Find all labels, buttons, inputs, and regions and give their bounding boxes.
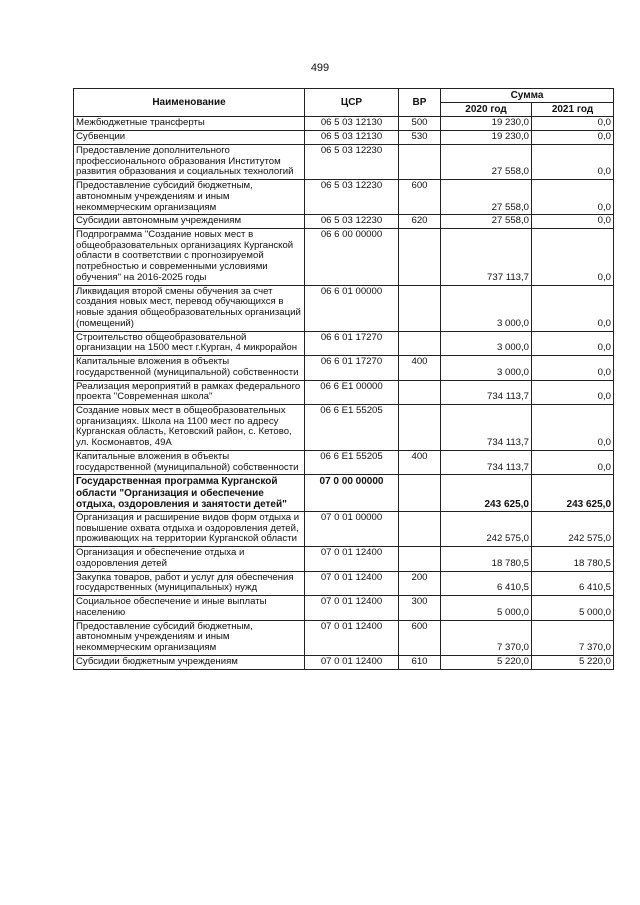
row-csr: 06 5 03 12230 (305, 144, 399, 179)
row-name: Капитальные вложения в объекты государственной (муниципальной) собственности (74, 356, 305, 380)
row-amount-2020: 19 230,0 (441, 117, 532, 131)
row-csr: 06 6 01 17270 (305, 331, 399, 355)
row-vr: 610 (399, 655, 441, 669)
table-row (74, 180, 614, 215)
row-csr: 07 0 01 00000 (305, 511, 399, 546)
row-name: Создание новых мест в общеобразовательных организациях. Школа на 1100 мест по адресу Курганская область, Кетовский район, с. Кетово, ул. Космонавтов, 49А (74, 405, 305, 451)
row-amount-2021: 0,0 (532, 180, 614, 215)
row-amount-2021: 242 575,0 (532, 511, 614, 546)
row-csr: 06 6 E1 00000 (305, 380, 399, 404)
row-csr: 06 6 01 17270 (305, 356, 399, 380)
row-vr: 530 (399, 131, 441, 145)
table-row (74, 228, 614, 285)
table-row (74, 117, 614, 131)
row-csr: 06 5 03 12230 (305, 215, 399, 229)
row-amount-2021: 0,0 (532, 228, 614, 285)
row-amount-2021: 0,0 (532, 117, 614, 131)
row-name: Межбюджетные трансферты (74, 117, 305, 131)
row-amount-2021: 243 625,0 (532, 475, 614, 512)
row-amount-2020: 3 000,0 (441, 331, 532, 355)
row-name: Организация и обеспечение отдыха и оздоровления детей (74, 547, 305, 571)
row-amount-2020: 734 113,7 (441, 450, 532, 474)
row-amount-2020: 3 000,0 (441, 285, 532, 331)
row-amount-2020: 18 780,5 (441, 547, 532, 571)
header-name: Наименование (74, 89, 305, 117)
row-name: Ликвидация второй смены обучения за счет создания новых мест, перевод обучающихся в новые здания общеобразовательных организаций (помещений) (74, 285, 305, 331)
row-csr: 06 6 01 00000 (305, 285, 399, 331)
row-vr: 620 (399, 215, 441, 229)
row-name: Организация и расширение видов форм отдыха и повышение охвата отдыха и оздоровления детей, проживающих на территории Курганской области (74, 511, 305, 546)
row-vr (399, 285, 441, 331)
row-amount-2020: 5 220,0 (441, 655, 532, 669)
row-amount-2020: 242 575,0 (441, 511, 532, 546)
row-amount-2020: 734 113,7 (441, 405, 532, 451)
row-vr (399, 380, 441, 404)
table-row (74, 215, 614, 229)
row-name: Предоставление дополнительного профессионального образования Институтом развития образования и социальных технологий (74, 144, 305, 179)
row-csr: 07 0 00 00000 (305, 475, 399, 512)
row-name: Строительство общеобразовательной организации на 1500 мест г.Курган, 4 микрорайон (74, 331, 305, 355)
row-name: Капитальные вложения в объекты государственной (муниципальной) собственности (74, 450, 305, 474)
row-vr: 300 (399, 596, 441, 620)
row-amount-2020: 27 558,0 (441, 144, 532, 179)
table-row (74, 405, 614, 451)
row-csr: 06 5 03 12130 (305, 131, 399, 145)
row-amount-2021: 0,0 (532, 380, 614, 404)
table-row (74, 450, 614, 474)
row-amount-2020: 19 230,0 (441, 131, 532, 145)
table-row (74, 144, 614, 179)
row-csr: 07 0 01 12400 (305, 655, 399, 669)
row-amount-2021: 0,0 (532, 356, 614, 380)
row-amount-2020: 734 113,7 (441, 380, 532, 404)
row-csr: 06 5 03 12230 (305, 180, 399, 215)
row-amount-2020: 737 113,7 (441, 228, 532, 285)
row-vr (399, 475, 441, 512)
row-name: Предоставление субсидий бюджетным, автономным учреждениям и иным некоммерческим организациям (74, 180, 305, 215)
row-vr (399, 405, 441, 451)
row-name: Подпрограмма "Создание новых мест в общеобразовательных организациях Курганской области в соответствии с прогнозируемой потребностью и современными условиями обучения" на 2016-2025 годы (74, 228, 305, 285)
row-amount-2020: 7 370,0 (441, 620, 532, 655)
row-amount-2020: 5 000,0 (441, 596, 532, 620)
row-amount-2021: 0,0 (532, 450, 614, 474)
row-vr (399, 228, 441, 285)
header-csr: ЦСР (305, 89, 399, 117)
row-amount-2021: 0,0 (532, 131, 614, 145)
table-row (74, 356, 614, 380)
table-row (74, 285, 614, 331)
table-row (74, 131, 614, 145)
table-row (74, 547, 614, 571)
row-amount-2021: 0,0 (532, 285, 614, 331)
row-amount-2020: 243 625,0 (441, 475, 532, 512)
table-row (74, 331, 614, 355)
table-row (74, 380, 614, 404)
row-amount-2021: 0,0 (532, 215, 614, 229)
row-name: Субсидии бюджетным учреждениям (74, 655, 305, 669)
table-row (74, 596, 614, 620)
row-amount-2021: 0,0 (532, 331, 614, 355)
row-csr: 07 0 01 12400 (305, 596, 399, 620)
row-amount-2020: 27 558,0 (441, 215, 532, 229)
row-amount-2021: 6 410,5 (532, 571, 614, 595)
row-name: Закупка товаров, работ и услуг для обеспечения государственных (муниципальных) нужд (74, 571, 305, 595)
row-name: Субвенции (74, 131, 305, 145)
row-amount-2020: 3 000,0 (441, 356, 532, 380)
row-csr: 06 6 E1 55205 (305, 405, 399, 451)
row-vr: 600 (399, 620, 441, 655)
table-row (74, 571, 614, 595)
row-name: Социальное обеспечение и иные выплаты населению (74, 596, 305, 620)
row-name: Государственная программа Курганской области "Организация и обеспечение отдыха, оздоровления и занятости детей" (74, 475, 305, 512)
row-vr: 500 (399, 117, 441, 131)
row-vr: 400 (399, 450, 441, 474)
table-row (74, 620, 614, 655)
table-row (74, 475, 614, 512)
row-vr (399, 547, 441, 571)
table-body (74, 117, 614, 669)
row-vr: 400 (399, 356, 441, 380)
row-vr (399, 331, 441, 355)
table-row (74, 655, 614, 669)
row-vr: 600 (399, 180, 441, 215)
budget-table (73, 88, 614, 670)
row-amount-2021: 5 000,0 (532, 596, 614, 620)
row-name: Реализация мероприятий в рамках федерального проекта "Современная школа" (74, 380, 305, 404)
row-amount-2021: 0,0 (532, 144, 614, 179)
row-vr (399, 511, 441, 546)
row-csr: 06 6 00 00000 (305, 228, 399, 285)
header-year-2021: 2021 год (532, 103, 614, 117)
row-vr: 200 (399, 571, 441, 595)
row-csr: 07 0 01 12400 (305, 620, 399, 655)
row-csr: 07 0 01 12400 (305, 547, 399, 571)
row-name: Предоставление субсидий бюджетным, автономным учреждениям и иным некоммерческим организациям (74, 620, 305, 655)
row-vr (399, 144, 441, 179)
row-csr: 06 5 03 12130 (305, 117, 399, 131)
row-amount-2021: 5 220,0 (532, 655, 614, 669)
table-row (74, 511, 614, 546)
row-amount-2021: 0,0 (532, 405, 614, 451)
header-year-2020: 2020 год (441, 103, 532, 117)
row-amount-2020: 27 558,0 (441, 180, 532, 215)
row-csr: 06 6 E1 55205 (305, 450, 399, 474)
row-amount-2021: 18 780,5 (532, 547, 614, 571)
row-amount-2020: 6 410,5 (441, 571, 532, 595)
header-vr: ВР (399, 89, 441, 117)
header-sum: Сумма (441, 89, 614, 103)
row-amount-2021: 7 370,0 (532, 620, 614, 655)
row-csr: 07 0 01 12400 (305, 571, 399, 595)
page-number: 499 (310, 62, 330, 74)
row-name: Субсидии автономным учреждениям (74, 215, 305, 229)
